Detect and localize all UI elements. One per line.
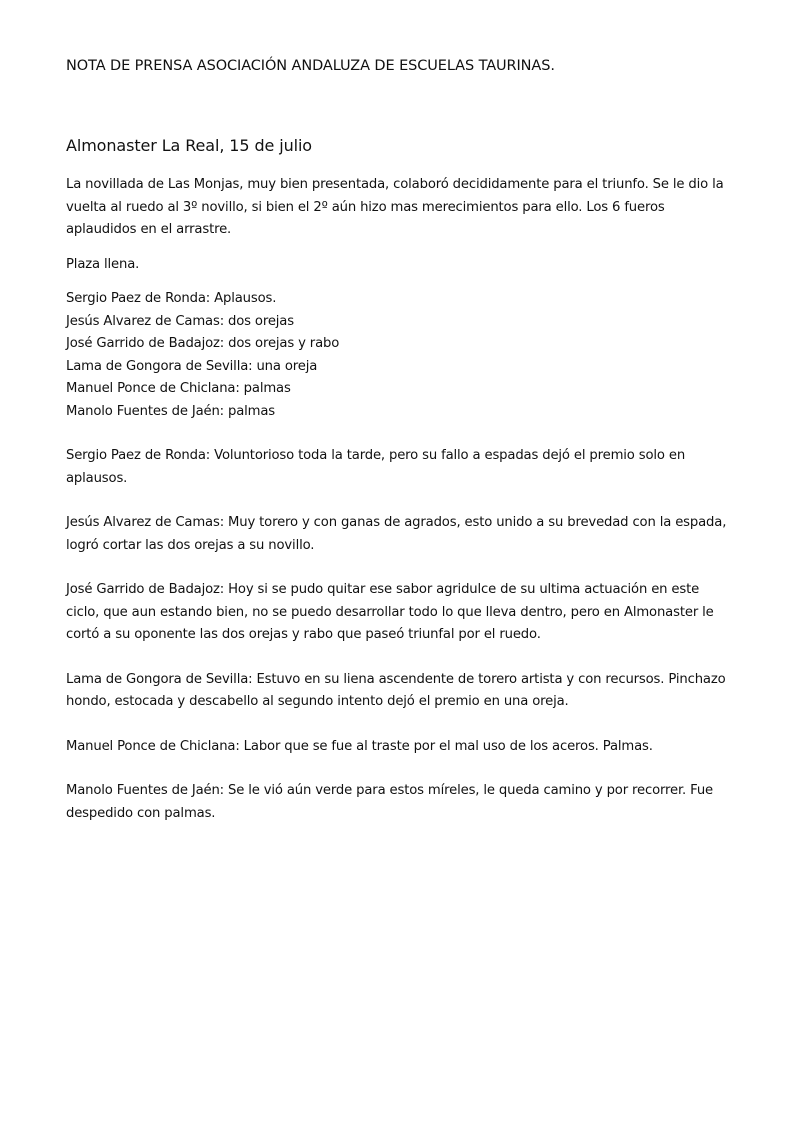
dateline: Almonaster La Real, 15 de julio bbox=[66, 136, 312, 155]
result-line: Jesús Alvarez de Camas: dos orejas bbox=[66, 313, 294, 329]
results-list bbox=[66, 288, 731, 423]
result-line: Lama de Gongora de Sevilla: una oreja bbox=[66, 358, 318, 374]
review-paragraph: Sergio Paez de Ronda: Voluntorioso toda la tarde, pero su fallo a espadas dejó el premio solo en aplausos. bbox=[66, 448, 686, 486]
result-line: Sergio Paez de Ronda: Aplausos. bbox=[66, 291, 277, 306]
review-paragraph: Lama de Gongora de Sevilla: Estuvo en su liena ascendente de torero artista y con recursos. Pinchazo hondo, estocada y descabello al segundo intento dejó el premio en una oreja. bbox=[66, 671, 726, 709]
result-line: Manolo Fuentes de Jaén: palmas bbox=[66, 403, 276, 419]
press-release-header: NOTA DE PRENSA ASOCIACIÓN ANDALUZA DE ESCUELAS TAURINAS. bbox=[66, 58, 555, 74]
result-line: José Garrido de Badajoz: dos orejas y rabo bbox=[66, 336, 340, 351]
document-body bbox=[66, 174, 731, 825]
intro-paragraph: La novillada de Las Monjas, muy bien presentada, colaboró decididamente para el triunfo. Se le dio la vuelta al ruedo al 3º novillo, si bien el 2º aún hizo mas merecimientos para ello. Los 6 fueros aplaudidos en el arrastre. bbox=[66, 177, 724, 237]
review-paragraph: Manolo Fuentes de Jaén: Se le vió aún verde para estos míreles, le queda camino y por recorrer. Fue despedido con palmas. bbox=[66, 783, 714, 821]
review-paragraph: Jesús Alvarez de Camas: Muy torero y con ganas de agrados, esto unido a su brevedad con la espada, logró cortar las dos orejas a su novillo. bbox=[66, 515, 727, 553]
result-line: Manuel Ponce de Chiclana: palmas bbox=[66, 381, 291, 396]
review-paragraph: Manuel Ponce de Chiclana: Labor que se fue al traste por el mal uso de los aceros. Palmas. bbox=[66, 738, 653, 754]
attendance-paragraph: Plaza llena. bbox=[66, 256, 140, 272]
review-paragraph: José Garrido de Badajoz: Hoy si se pudo quitar ese sabor agridulce de su ultima actuación en este ciclo, que aun estando bien, no se puedo desarrollar todo lo que lleva dentro, pero en Almonaster le cortó a su oponente las dos orejas y rabo que paseó triunfal por el ruedo. bbox=[66, 582, 714, 642]
